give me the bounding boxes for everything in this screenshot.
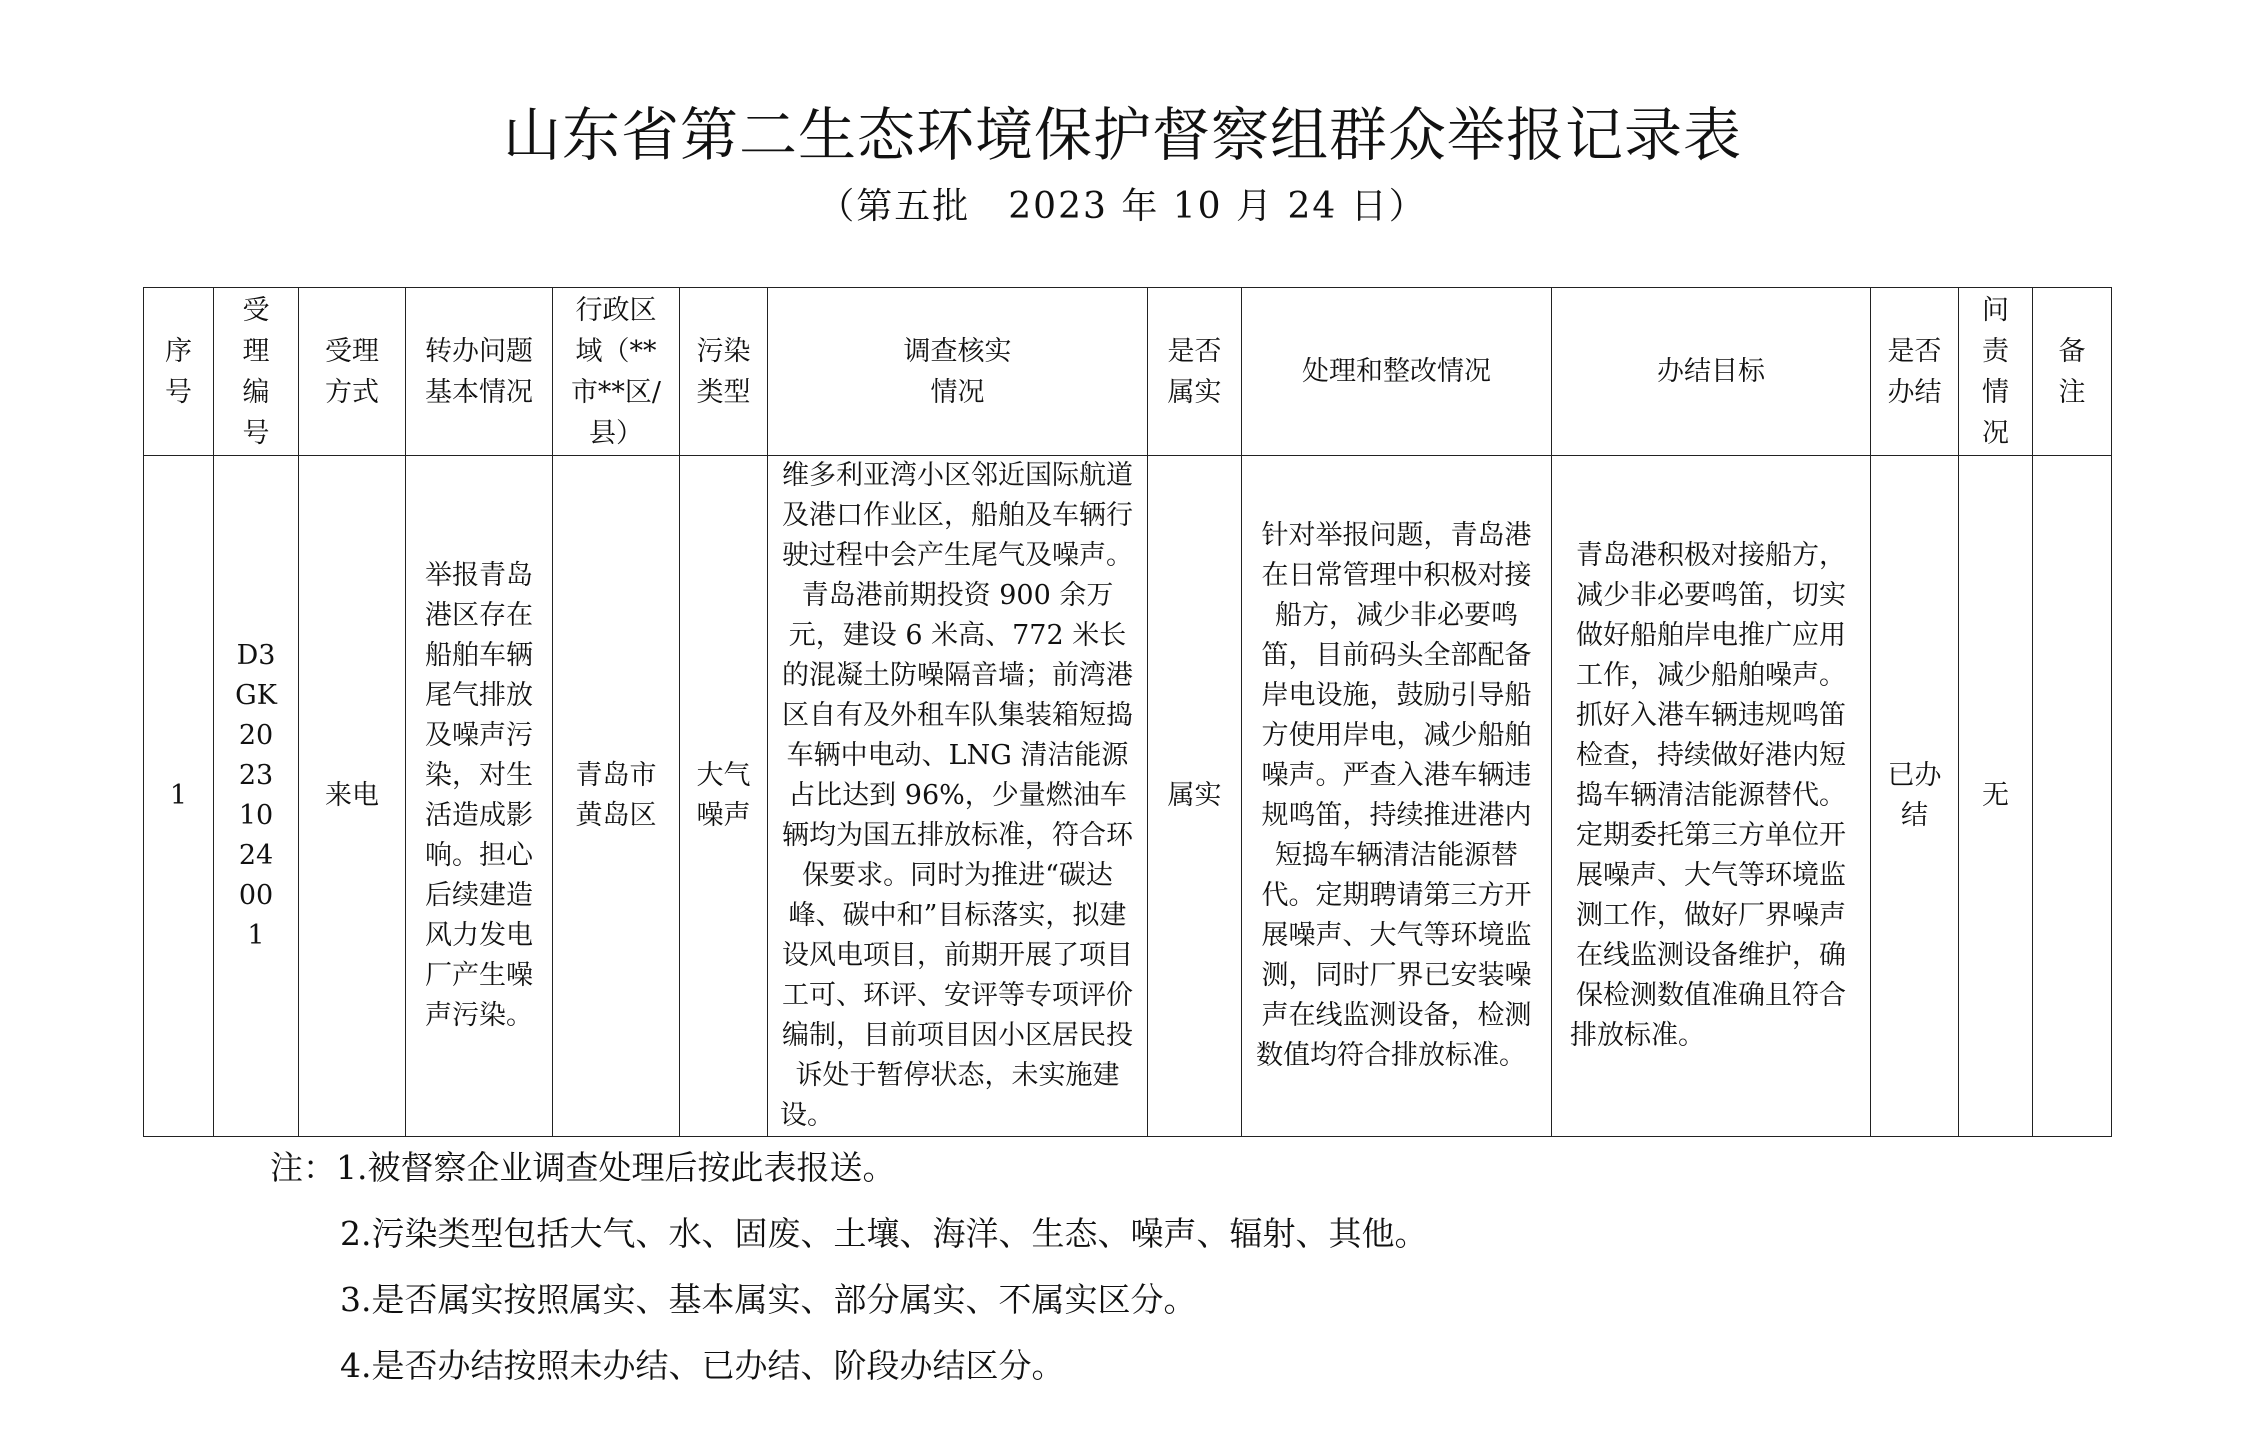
cell-region: 青岛市黄岛区 <box>553 456 680 1137</box>
header-region: 行政区域（**市**区/县） <box>553 288 680 456</box>
header-remarks: 备注 <box>2033 288 2112 456</box>
note-item: 3.是否属实按照属实、基本属实、部分属实、不属实区分。 <box>340 1280 1197 1319</box>
header-goal: 办结目标 <box>1552 288 1871 456</box>
cell-investigation: 维多利亚湾小区邻近国际航道及港口作业区，船舶及车辆行驶过程中会产生尾气及噪声。青岛港前期投资 900 余万元，建设 6 米高、772 米长的混凝土防噪隔音墙；前湾港区自有及外租车队集装箱短捣车辆中电动、LNG 清洁能源占比达到 96%，少量燃油车辆均为国五排放标准，符合环保要求。同时为推进“碳达峰、碳中和”目标落实，拟建设风电项目，前期开展了项目工可、环评、安评等专项评价编制，目前项目因小区居民投诉处于暂停状态，未实施建设。 <box>768 456 1148 1137</box>
cell-seq: 1 <box>144 456 214 1137</box>
header-pollution-type: 污染类型 <box>680 288 768 456</box>
table-row <box>144 456 2112 1137</box>
cell-handling: 针对举报问题，青岛港在日常管理中积极对接船方，减少非必要鸣笛，目前码头全部配备岸电设施，鼓励引导船方使用岸电，减少船舶噪声。严查入港车辆违规鸣笛，持续推进港内短捣车辆清洁能源替代。定期聘请第三方开展噪声、大气等环境监测，同时厂界已安装噪声在线监测设备，检测数值均符合排放标准。 <box>1242 456 1552 1137</box>
cell-verified: 属实 <box>1148 456 1242 1137</box>
page-title: 山东省第二生态环境保护督察组群众举报记录表 <box>502 101 1742 169</box>
header-handling: 处理和整改情况 <box>1242 288 1552 456</box>
header-issue: 转办问题基本情况 <box>406 288 553 456</box>
notes <box>270 1135 1428 1399</box>
header-seq: 序号 <box>144 288 214 456</box>
cell-issue: 举报青岛港区存在船舶车辆尾气排放及噪声污染，对生活造成影响。担心后续建造风力发电厂产生噪声污染。 <box>406 456 553 1137</box>
cell-accountability: 无 <box>1959 456 2033 1137</box>
cell-closed: 已办结 <box>1871 456 1959 1137</box>
page-subtitle: （第五批 2023 年 10 月 24 日） <box>818 186 1427 227</box>
note-text: 1.被督察企业调查处理后按此表报送。 <box>336 1148 896 1187</box>
header-verified: 是否属实 <box>1148 288 1242 456</box>
cell-pollution-type: 大气噪声 <box>680 456 768 1137</box>
cell-accept-no: D3GK20231024001 <box>214 456 299 1137</box>
notes-prefix: 注： <box>270 1148 336 1187</box>
cell-remarks <box>2033 456 2112 1137</box>
header-closed: 是否办结 <box>1871 288 1959 456</box>
cell-goal: 青岛港积极对接船方，减少非必要鸣笛，切实做好船舶岸电推广应用工作，减少船舶噪声。抓好入港车辆违规鸣笛检查，持续做好港内短捣车辆清洁能源替代。定期委托第三方单位开展噪声、大气等环境监测工作，做好厂界噪声在线监测设备维护，确保检测数值准确且符合排放标准。 <box>1552 456 1871 1137</box>
header-accountability: 问责情况 <box>1959 288 2033 456</box>
report-table <box>143 287 2112 1137</box>
cell-accept-method: 来电 <box>299 456 406 1137</box>
header-investigation: 调查核实情况 <box>768 288 1148 456</box>
note-item <box>270 1135 1428 1201</box>
note-item: 4.是否办结按照未办结、已办结、阶段办结区分。 <box>340 1346 1065 1385</box>
table-header-row <box>144 288 2112 456</box>
header-accept-no: 受理编号 <box>214 288 299 456</box>
note-item: 2.污染类型包括大气、水、固废、土壤、海洋、生态、噪声、辐射、其他。 <box>340 1214 1428 1253</box>
header-accept-method: 受理方式 <box>299 288 406 456</box>
